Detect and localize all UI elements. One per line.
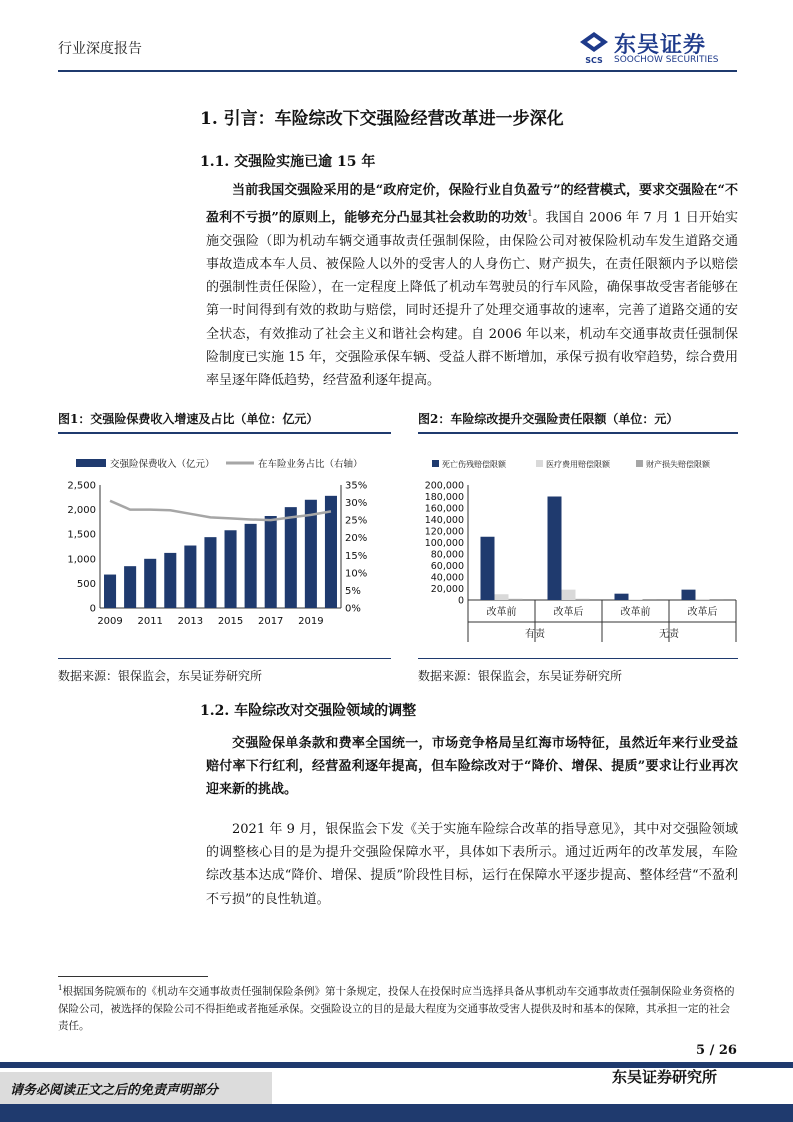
bar-改革前-0	[615, 594, 629, 600]
bar-2017	[265, 516, 277, 608]
bar-改革后-0	[682, 590, 696, 600]
bar-2015	[225, 530, 237, 608]
key-point-text: 当前我国交强险采用的是“政府定价，保险行业自负盈亏”的经营模式，要求交强险在“不盈利不亏损”的原则上，能够充分凸显其社会救助的功效	[206, 183, 738, 226]
x-tick-label: 改革后	[687, 607, 718, 618]
section-1-1-title: 1.1. 交强险实施已逾 15 年	[200, 154, 376, 170]
x-tick-label: 改革前	[620, 607, 651, 618]
legend-swatch-1	[536, 460, 543, 467]
legend-label-1: 医疗费用赔偿限额	[546, 460, 610, 469]
y-left-tick-label: 1,500	[67, 529, 96, 541]
bar-2014	[204, 537, 216, 608]
y-left-tick-label: 500	[76, 578, 96, 590]
y-right-tick-label: 5%	[345, 585, 361, 597]
y-tick-label: 80,000	[430, 549, 464, 561]
x-tick-label: 2011	[137, 616, 163, 627]
header-divider	[58, 70, 737, 72]
footnote-mark: 1	[58, 984, 63, 992]
x-tick-label: 改革后	[553, 607, 584, 618]
section-1-title: 1. 引言：车险综改下交强险经营改革进一步深化	[200, 109, 564, 129]
y-tick-label: 0	[457, 595, 464, 607]
y-tick-label: 160,000	[424, 503, 464, 515]
legend-swatch-0	[432, 460, 439, 467]
legend-label-premium: 交强险保费收入（亿元）	[110, 459, 215, 470]
y-right-tick-label: 30%	[345, 498, 368, 510]
section-1-2-title: 1.2. 车险综改对交强险领域的调整	[200, 703, 417, 719]
figure-1-top-rule	[58, 432, 391, 434]
legend-swatch-premium	[76, 459, 106, 467]
page-number: 5 / 26	[696, 1043, 737, 1058]
bar-改革后-2	[576, 599, 590, 600]
disclaimer-notice[interactable]: 请务必阅读正文之后的免责声明部分	[0, 1072, 272, 1104]
section-1-2-paragraph: 2021 年 9 月，银保监会下发《关于实施车险综合改革的指导意见》，其中对交强险领域的调整核心目的是为提升交强险保障水平，具体如下表所示。通过近两年的改革发展，车险综改基本达成“降价、增保、提质”阶段性目标，运行在保障水平逐步提高、整体经营“不盈利不亏损”的良性轨道。	[206, 822, 738, 907]
y-right-tick-label: 35%	[345, 480, 368, 492]
y-right-tick-label: 10%	[345, 568, 368, 580]
y-right-tick-label: 15%	[345, 550, 368, 562]
figure-2-top-rule	[418, 432, 738, 434]
footer-bottom-band	[0, 1104, 793, 1122]
y-tick-label: 120,000	[424, 526, 464, 538]
y-tick-label: 180,000	[424, 492, 464, 503]
figure-1-title: 图1：交强险保费收入增速及占比（单位：亿元）	[58, 412, 319, 426]
brand-name-en: SOOCHOW SECURITIES	[614, 55, 719, 65]
section-1-1-paragraph	[206, 179, 738, 392]
bar-2016	[245, 524, 257, 608]
x-tick-label: 2013	[177, 616, 204, 627]
x-tick-label: 2015	[217, 616, 244, 627]
figure-2-title: 图2：车险综改提升交强险责任限额（单位：元）	[418, 412, 679, 426]
figure-2-bottom-rule	[418, 658, 738, 659]
share-line	[110, 501, 331, 520]
y-left-tick-label: 2,500	[67, 480, 96, 492]
footer-org-name: 东吴证券研究所	[612, 1068, 718, 1086]
bar-2013	[184, 546, 196, 608]
bar-2012	[164, 553, 176, 608]
logo-abbr: SCS	[585, 56, 603, 65]
y-left-tick-label: 2,000	[67, 505, 96, 517]
y-tick-label: 200,000	[424, 480, 464, 492]
bar-改革后-1	[562, 590, 576, 600]
y-tick-label: 40,000	[430, 572, 464, 584]
y-right-tick-label: 0%	[345, 603, 361, 615]
legend-label-0: 死亡伤残赔偿限额	[442, 460, 506, 469]
y-tick-label: 20,000	[430, 584, 464, 595]
figure-1-chart	[58, 440, 391, 655]
figure-2-source: 数据来源：银保监会，东吴证券研究所	[418, 669, 623, 683]
legend-swatch-2	[636, 460, 643, 467]
bar-改革后-1	[696, 599, 710, 600]
group-label: 无责	[659, 629, 679, 640]
logo-mark-icon	[578, 30, 610, 66]
figure-1-bottom-rule	[58, 658, 391, 659]
footnote	[58, 980, 738, 1035]
bar-2011	[144, 559, 156, 608]
brand-logo	[578, 30, 738, 70]
y-tick-label: 100,000	[424, 538, 464, 549]
body-text: 。我国自 2006 年 7 月 1 日开始实施交强险（即为机动车辆交通事故责任强制保险，由保险公司对被保险机动车发生道路交通事故造成本车人员、被保险人以外的受害人的人身伤亡、财产损失，在责任限额内予以赔偿的强制性责任保险），在一定程度上降低了机动车驾驶员的行车风险，确保事故受害者能够在第一时间得到有效的救助与赔偿，同时还提升了处理交通事故的速率，完善了道路交通的安全状态，有效推动了社会主义和谐社会构建。自 2006 年以来，机动车交通事故责任强制保险制度已实施 15 年，交强险承保车辆、受益人群不断增加，承保亏损有收窄趋势，综合费用率呈逐年降低趋势，经营盈利逐年提高。	[206, 210, 738, 388]
figure-1-source: 数据来源：银保监会，东吴证券研究所	[58, 669, 263, 683]
figure-2-chart	[418, 440, 738, 655]
bar-改革前-0	[481, 537, 495, 600]
document-type-label: 行业深度报告	[58, 41, 142, 57]
bar-改革前-1	[629, 599, 643, 600]
legend-label-share: 在车险业务占比（右轴）	[258, 459, 363, 470]
bar-改革前-1	[495, 594, 509, 600]
bar-改革前-2	[509, 599, 523, 600]
bar-改革后-0	[548, 497, 562, 601]
x-tick-label: 2017	[257, 616, 284, 627]
y-tick-label: 140,000	[424, 515, 464, 526]
y-left-tick-label: 0	[89, 603, 96, 615]
x-tick-label: 2019	[298, 616, 324, 627]
y-right-tick-label: 25%	[345, 515, 368, 527]
y-tick-label: 60,000	[430, 561, 464, 572]
footnote-ref[interactable]: 1	[527, 209, 533, 219]
bar-2010	[124, 566, 136, 608]
legend-label-2: 财产损失赔偿限额	[646, 460, 710, 469]
y-right-tick-label: 20%	[345, 533, 368, 545]
footnote-divider	[58, 976, 208, 977]
bar-2018	[285, 507, 297, 608]
x-tick-label: 改革前	[486, 607, 517, 618]
group-label: 有责	[525, 629, 545, 640]
section-1-2-key-paragraph: 交强险保单条款和费率全国统一，市场竞争格局呈红海市场特征，虽然近年来行业受益赔付率下行红利，经营盈利逐年提高，但车险综改对于“降价、增保、提质”要求让行业再次迎来新的挑战。	[206, 736, 738, 798]
brand-name-zh: 东吴证券	[614, 33, 707, 58]
footnote-text: 根据国务院颁布的《机动车交通事故责任强制保险条例》第十条规定，投保人在投保时应当选择具备从事机动车交通事故责任强制保险业务资格的保险公司，被选择的保险公司不得拒绝或者拖延承保。交强险设立的目的是最大程度为交通事故受害人提供及时和基本的保障，其承担一定的社会责任。	[58, 985, 735, 1032]
y-left-tick-label: 1,000	[67, 554, 96, 566]
bar-2009	[104, 575, 116, 608]
x-tick-label: 2009	[97, 616, 123, 627]
